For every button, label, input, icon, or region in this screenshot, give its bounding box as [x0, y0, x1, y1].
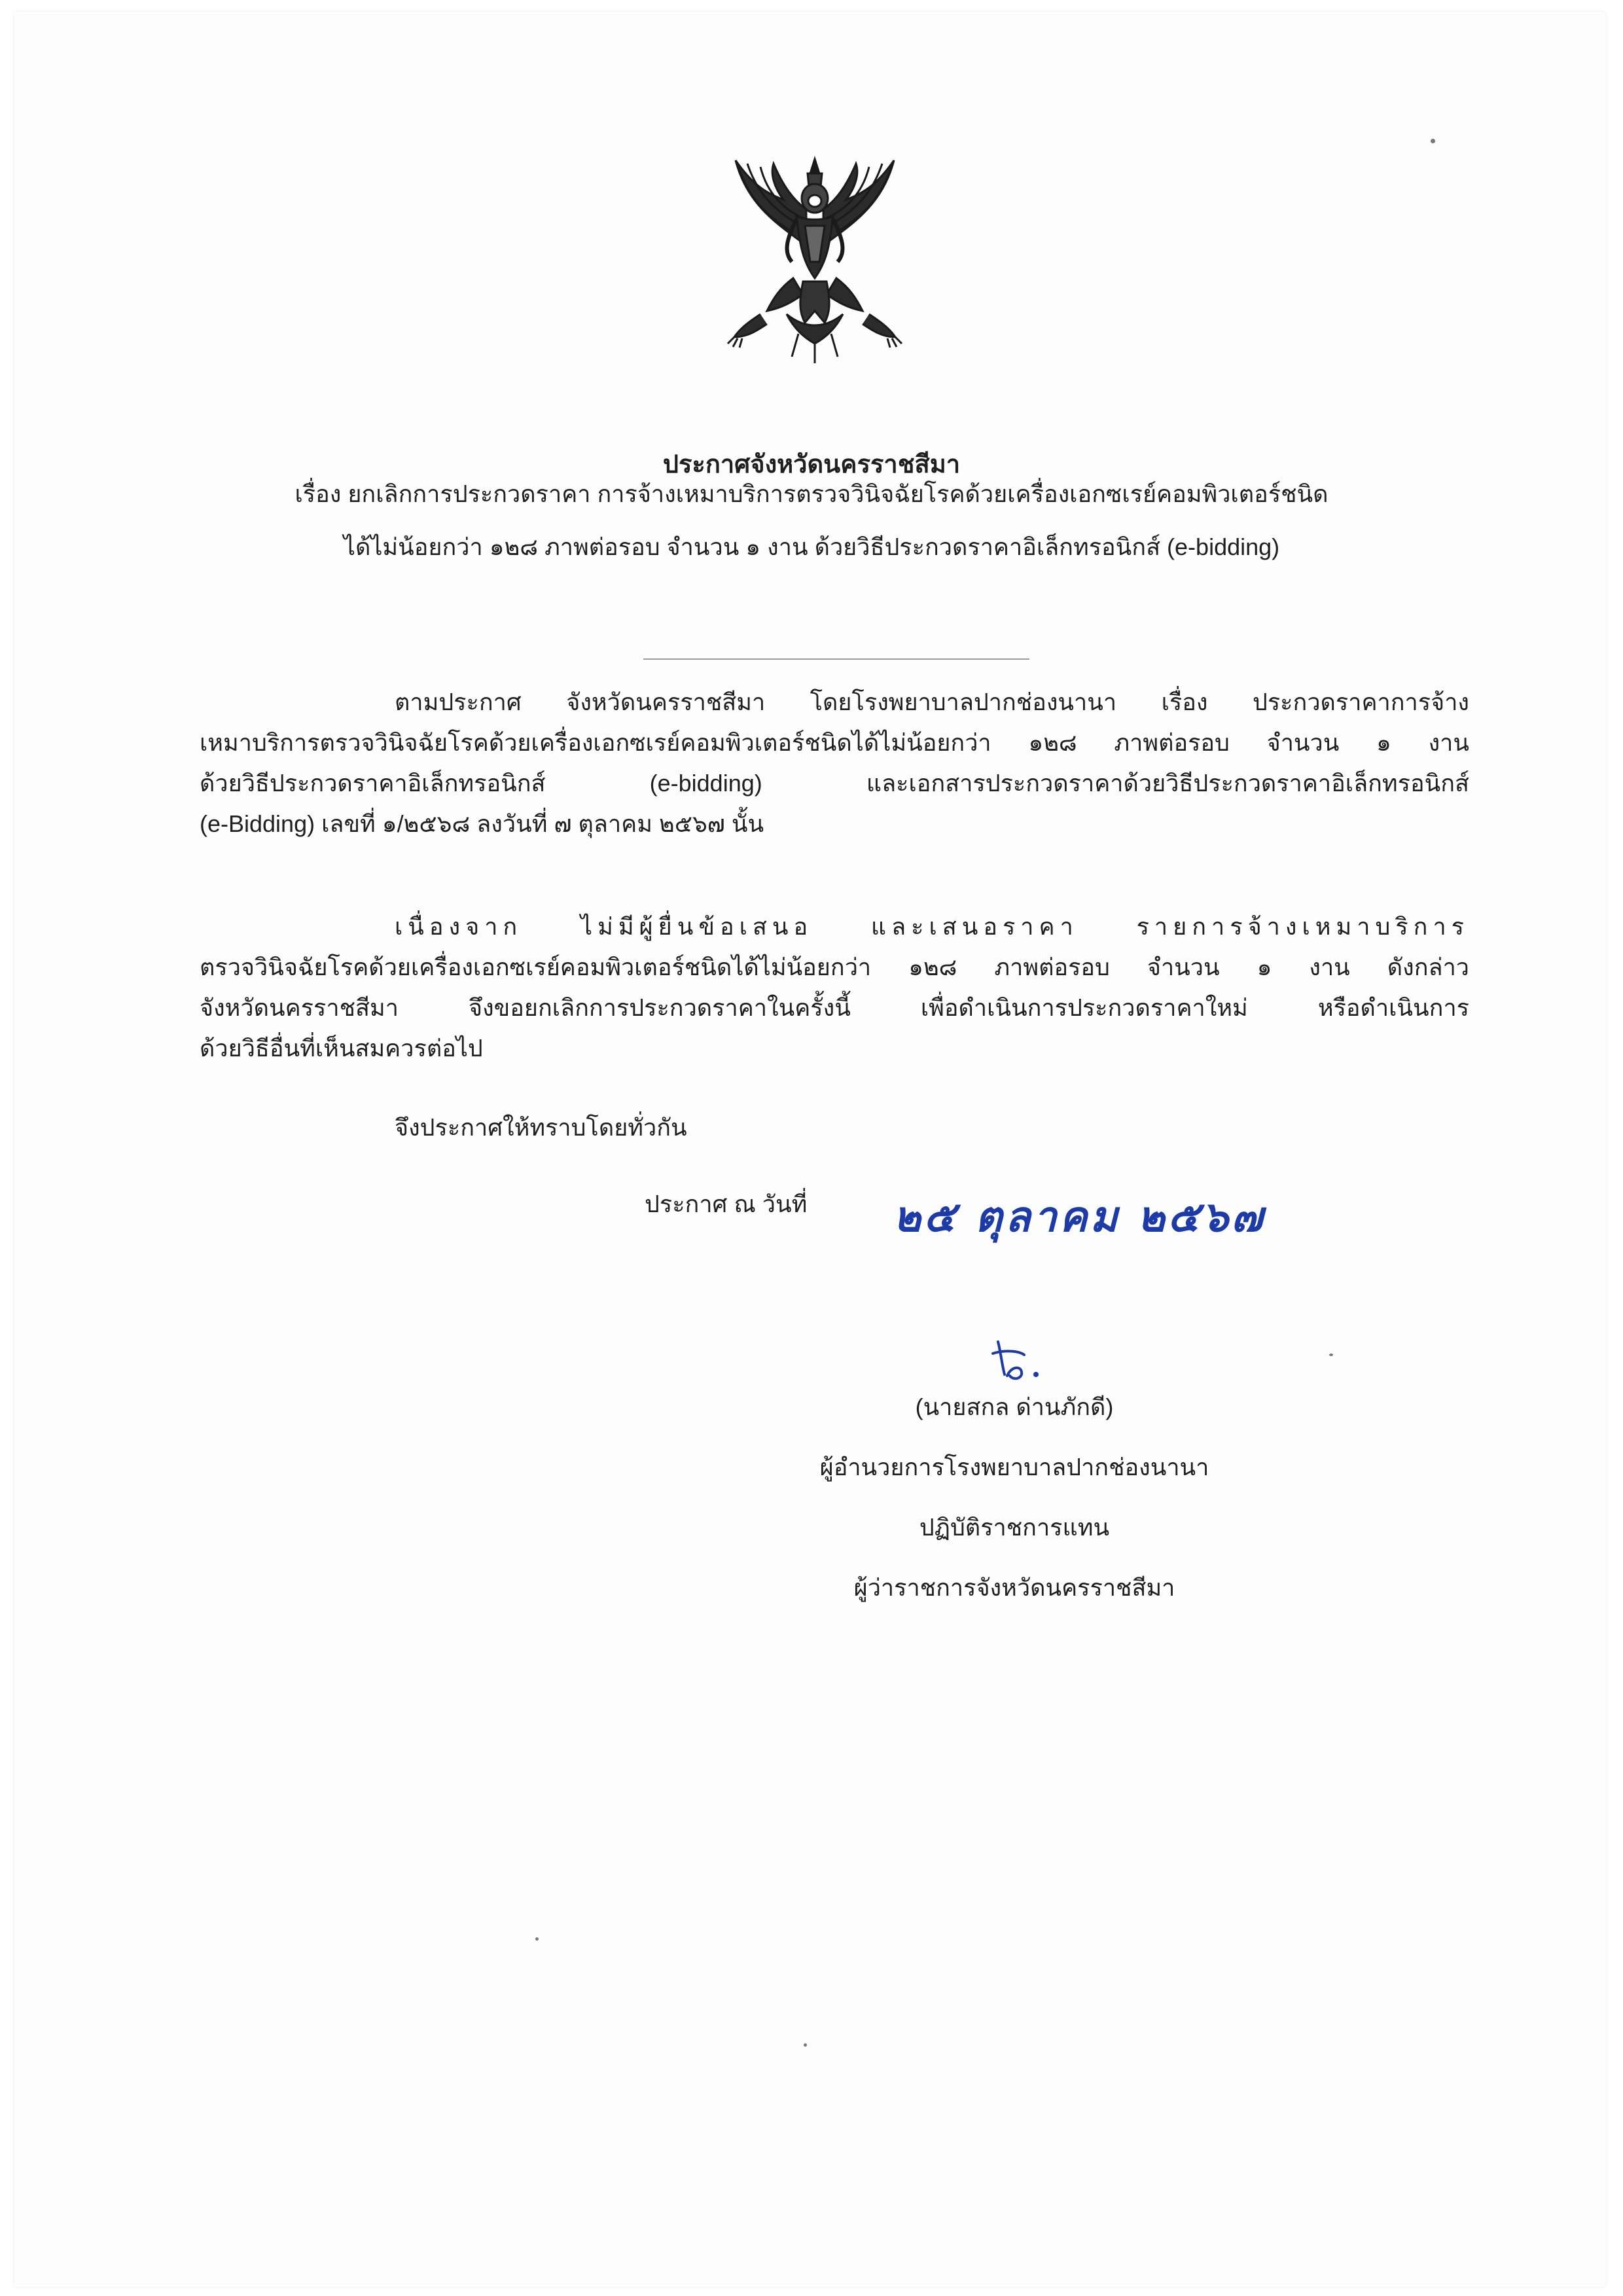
handwritten-date: ๒๕ ตุลาคม ๒๕๖๗ [893, 1193, 1266, 1242]
paragraph-2-line-3: จังหวัดนครราชสีมา จึงขอยกเลิกการประกวดราคาในครั้งนี้ เพื่อดำเนินการประกวดราคาใหม่ หรือดำเนินการ [200, 994, 1469, 1021]
paragraph-2-line-2: ตรวจวินิจฉัยโรคด้วยเครื่องเอกซเรย์คอมพิวเตอร์ชนิดได้ไม่น้อยกว่า ๑๒๘ ภาพต่อรอบ จำนวน ๑ งาน ดังกล่าว [200, 954, 1469, 980]
signatory-position-3: ผู้ว่าราชการจังหวัดนครราชสีมา [853, 1574, 1175, 1601]
signatory-block [753, 1391, 1276, 1632]
signatory-position-2: ปฏิบัติราชการแทน [919, 1514, 1110, 1541]
date-label: ประกาศ ณ วันที่ [645, 1191, 808, 1217]
scan-speck [1329, 1354, 1333, 1356]
scan-speck [804, 2043, 807, 2047]
garuda-emblem [721, 147, 908, 371]
handwritten-signature [978, 1335, 1050, 1388]
scan-speck [535, 1937, 539, 1941]
closing-statement: จึงประกาศให้ทราบโดยทั่วกัน [395, 1114, 687, 1141]
paragraph-2-line-1: เนื่องจาก ไม่มีผู้ยื่นข้อเสนอ และเสนอราคา รายการจ้างเหมาบริการ [395, 913, 1469, 940]
announcement-title: ประกาศจังหวัดนครราชสีมา [662, 451, 961, 478]
subject-line-1: เรื่อง ยกเลิกการประกวดราคา การจ้างเหมาบริการตรวจวินิจฉัยโรคด้วยเครื่องเอกซเรย์คอมพิวเตอร์ชนิด [294, 480, 1329, 507]
paragraph-1-line-1: ตามประกาศ จังหวัดนครราชสีมา โดยโรงพยาบาลปากช่องนานา เรื่อง ประกวดราคาการจ้าง [395, 689, 1469, 715]
signatory-position-1: ผู้อำนวยการโรงพยาบาลปากช่องนานา [819, 1454, 1209, 1480]
subject-line-2: ได้ไม่น้อยกว่า ๑๒๘ ภาพต่อรอบ จำนวน ๑ งาน ด้วยวิธีประกวดราคาอิเล็กทรอนิกส์ (e-bidding) [343, 533, 1280, 560]
signatory-name: (นายสกล ด่านภักดี) [915, 1393, 1114, 1420]
paragraph-1-line-2: เหมาบริการตรวจวินิจฉัยโรคด้วยเครื่องเอกซเรย์คอมพิวเตอร์ชนิดได้ไม่น้อยกว่า ๑๒๘ ภาพต่อรอบ จำนวน ๑ งาน [200, 729, 1469, 756]
separator-line [643, 658, 1029, 660]
paragraph-1-line-3: ด้วยวิธีประกวดราคาอิเล็กทรอนิกส์ (e-bidding) และเอกสารประกวดราคาด้วยวิธีประกวดราคาอิเล็กทรอนิกส์ [200, 770, 1469, 797]
paragraph-2-line-4: ด้วยวิธีอื่นที่เห็นสมควรต่อไป [200, 1035, 483, 1062]
scan-speck [1431, 139, 1435, 143]
paragraph-1-line-4: (e-Bidding) เลขที่ ๑/๒๕๖๘ ลงวันที่ ๗ ตุลาคม ๒๕๖๗ นั้น [200, 810, 764, 837]
